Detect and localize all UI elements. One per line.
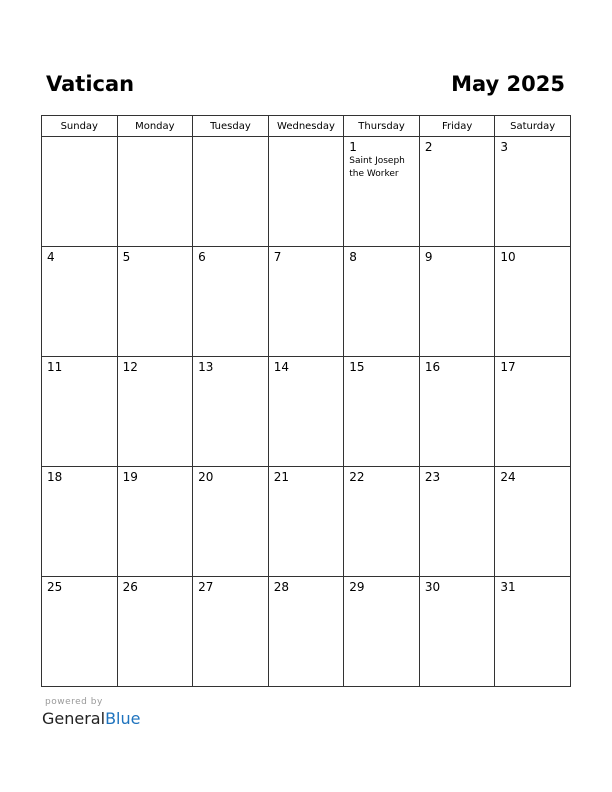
holiday-label: [269, 484, 344, 485]
weekday-monday: Monday: [117, 116, 193, 137]
holiday-label: [420, 264, 495, 265]
day-cell: [495, 467, 571, 577]
week-row: [42, 577, 571, 687]
day-cell: [268, 357, 344, 467]
week-row: [42, 137, 571, 247]
weekday-sunday: Sunday: [42, 116, 118, 137]
day-number: 14: [273, 360, 289, 374]
day-cell: [344, 357, 420, 467]
day-cell: [268, 577, 344, 687]
day-cell: [42, 467, 118, 577]
holiday-label: [193, 264, 268, 265]
day-cell: [344, 577, 420, 687]
holiday-label: [495, 484, 570, 485]
week-row: [42, 357, 571, 467]
day-cell: [419, 577, 495, 687]
day-number: 16: [424, 360, 441, 374]
day-cell: [344, 467, 420, 577]
holiday-label: [193, 140, 268, 141]
holiday-label: [420, 594, 495, 595]
day-cell: [495, 247, 571, 357]
day-cell: [268, 247, 344, 357]
holiday-label: [495, 374, 570, 375]
day-cell: [42, 577, 118, 687]
weekday-wednesday: Wednesday: [268, 116, 344, 137]
day-number: 21: [273, 470, 289, 484]
day-cell: [344, 137, 420, 247]
day-number: 3: [500, 140, 509, 154]
day-cell: [495, 357, 571, 467]
day-number: 20: [198, 470, 214, 484]
holiday-label: [344, 264, 419, 265]
day-cell: [193, 137, 269, 247]
day-cell: [117, 577, 193, 687]
day-cell: [117, 247, 193, 357]
holiday-label: [269, 140, 344, 141]
holiday-label: [344, 484, 419, 485]
holiday-label: [420, 154, 495, 155]
holiday-label: [42, 484, 117, 485]
day-number: 11: [47, 360, 63, 374]
brand-general-text: General: [42, 709, 106, 728]
day-number: 10: [500, 250, 516, 264]
day-number: 6: [198, 250, 206, 264]
day-cell: [495, 137, 571, 247]
powered-by-text: powered by: [45, 697, 103, 707]
day-cell: [419, 357, 495, 467]
holiday-label: [118, 484, 193, 485]
holiday-label: [420, 484, 495, 485]
day-number: 23: [424, 470, 441, 484]
day-number: 25: [47, 580, 63, 594]
holiday-label: [269, 374, 344, 375]
day-number: 9: [424, 250, 433, 264]
weekday-friday: Friday: [419, 116, 495, 137]
holiday-label: [495, 594, 570, 595]
day-cell: [344, 247, 420, 357]
holiday-label: [420, 374, 495, 375]
day-number: 4: [47, 250, 55, 264]
day-number: 30: [424, 580, 441, 594]
holiday-label: [118, 594, 193, 595]
day-number: 12: [122, 360, 138, 374]
day-cell: [268, 467, 344, 577]
holiday-label: [118, 140, 193, 141]
holiday-label: [118, 374, 193, 375]
day-number: 1: [349, 140, 357, 154]
day-cell: [268, 137, 344, 247]
day-number: 31: [500, 580, 516, 594]
day-cell: [193, 357, 269, 467]
holiday-label: [193, 374, 268, 375]
day-cell: [117, 357, 193, 467]
day-number: 2: [424, 140, 433, 154]
calendar-grid: [41, 115, 571, 687]
day-cell: [193, 467, 269, 577]
day-number: 27: [198, 580, 214, 594]
day-number: 18: [47, 470, 63, 484]
day-cell: [42, 357, 118, 467]
day-number: 19: [122, 470, 138, 484]
day-number: 29: [349, 580, 365, 594]
holiday-label: [193, 594, 268, 595]
day-cell: [42, 137, 118, 247]
brand-blue-text: Blue: [105, 709, 141, 728]
day-number: 15: [349, 360, 365, 374]
day-number: 26: [122, 580, 138, 594]
holiday-label: [42, 594, 117, 595]
day-cell: [117, 137, 193, 247]
day-number: 24: [500, 470, 516, 484]
day-number: 28: [273, 580, 289, 594]
week-row: [42, 467, 571, 577]
holiday-label: [42, 264, 117, 265]
generalblue-logo[interactable]: [42, 709, 140, 729]
holiday-label: [344, 594, 419, 595]
day-number: 8: [349, 250, 357, 264]
day-cell: [495, 577, 571, 687]
weekday-thursday: Thursday: [344, 116, 420, 137]
holiday-label: Saint Joseph the Worker: [349, 156, 405, 179]
day-cell: [419, 467, 495, 577]
holiday-label: [344, 374, 419, 375]
weekday-saturday: Saturday: [495, 116, 571, 137]
day-cell: [419, 247, 495, 357]
weekday-tuesday: Tuesday: [193, 116, 269, 137]
day-cell: [193, 577, 269, 687]
holiday-label: [42, 374, 117, 375]
day-number: 22: [349, 470, 365, 484]
holiday-label: [193, 484, 268, 485]
week-row: [42, 247, 571, 357]
holiday-label: [118, 264, 193, 265]
day-number: 7: [273, 250, 282, 264]
day-number: 13: [198, 360, 214, 374]
day-cell: [42, 247, 118, 357]
holiday-label: [42, 140, 117, 141]
day-cell: [117, 467, 193, 577]
holiday-label: [495, 154, 570, 155]
holiday-label: [495, 264, 570, 265]
weekday-header-row: [42, 116, 571, 137]
country-title: Vatican: [46, 72, 135, 96]
holiday-label: [269, 264, 344, 265]
holiday-label: [269, 594, 344, 595]
footer-branding: [42, 697, 140, 729]
day-number: 5: [122, 250, 131, 264]
day-cell: [193, 247, 269, 357]
day-number: 17: [500, 360, 516, 374]
day-cell: [419, 137, 495, 247]
month-year-title: May 2025: [451, 72, 565, 96]
